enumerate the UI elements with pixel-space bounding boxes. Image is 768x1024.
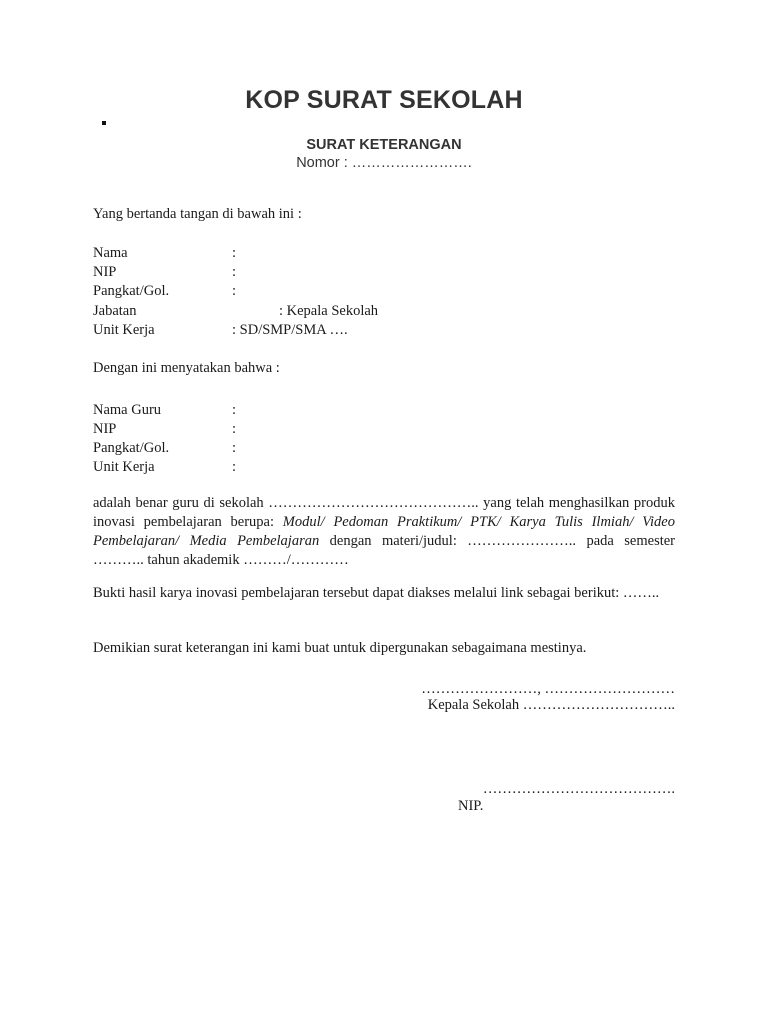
document-number: Nomor : ……………………. [296, 155, 472, 171]
field-value: : [232, 283, 237, 299]
body-text-italic: Modul/ Pedoman Praktikum/ PTK/ Karya Tulis Ilmiah/ Video Pembelajaran/ Media Pembelajaran [93, 514, 675, 549]
signer-field-row [93, 282, 683, 301]
field-label: Pangkat/Gol. [93, 283, 170, 299]
field-label: Nama Guru [93, 402, 162, 418]
field-label: Pangkat/Gol. [93, 440, 170, 456]
signature-nip: NIP. [458, 798, 484, 814]
field-value: : [232, 440, 237, 456]
body-paragraph [93, 494, 675, 570]
teacher-field-row [93, 439, 683, 458]
field-label: Jabatan [93, 303, 137, 319]
signer-field-row [93, 263, 683, 282]
intro-text: Yang bertanda tangan di bawah ini : [93, 206, 302, 222]
body-text-2: dengan materi/judul: ………………….. pada semester ……….. tahun akademik ………/………… [93, 533, 675, 568]
field-label: NIP [93, 264, 117, 280]
field-value: : SD/SMP/SMA …. [232, 322, 348, 338]
document-title: SURAT KETERANGAN [306, 137, 462, 153]
closing-text: Demikian surat keterangan ini kami buat untuk dipergunakan sebagaimana mestinya. [93, 640, 587, 656]
signature-place-date: ……………………, ……………………… [421, 681, 675, 697]
letterhead-title: KOP SURAT SEKOLAH [245, 86, 523, 114]
field-value: : [232, 459, 237, 475]
field-label: Unit Kerja [93, 322, 155, 338]
teacher-field-row [93, 420, 683, 439]
bullet-dot [102, 121, 106, 125]
signer-field-row [93, 244, 683, 263]
link-paragraph: Bukti hasil karya inovasi pembelajaran tersebut dapat diakses melalui link sebagai berikut: …….. [93, 585, 660, 601]
field-value: : [232, 421, 237, 437]
field-value: : [232, 245, 237, 261]
signature-role: Kepala Sekolah ………………………….. [427, 697, 675, 713]
teacher-field-row [93, 458, 683, 477]
signer-field-row [93, 302, 683, 321]
signer-field-row [93, 321, 683, 340]
field-value: : [232, 402, 237, 418]
field-value: : Kepala Sekolah [279, 303, 379, 319]
field-value: : [232, 264, 237, 280]
statement-text: Dengan ini menyatakan bahwa : [93, 360, 280, 376]
teacher-field-row [93, 401, 683, 420]
field-label: NIP [93, 421, 117, 437]
field-label: Nama [93, 245, 128, 261]
body-text-1: adalah benar guru di sekolah …………………………………….. yang telah menghasilkan produk inovasi pembelajaran berupa: [93, 495, 675, 530]
field-label: Unit Kerja [93, 459, 155, 475]
signature-name-line: …………………………………. [482, 781, 675, 797]
